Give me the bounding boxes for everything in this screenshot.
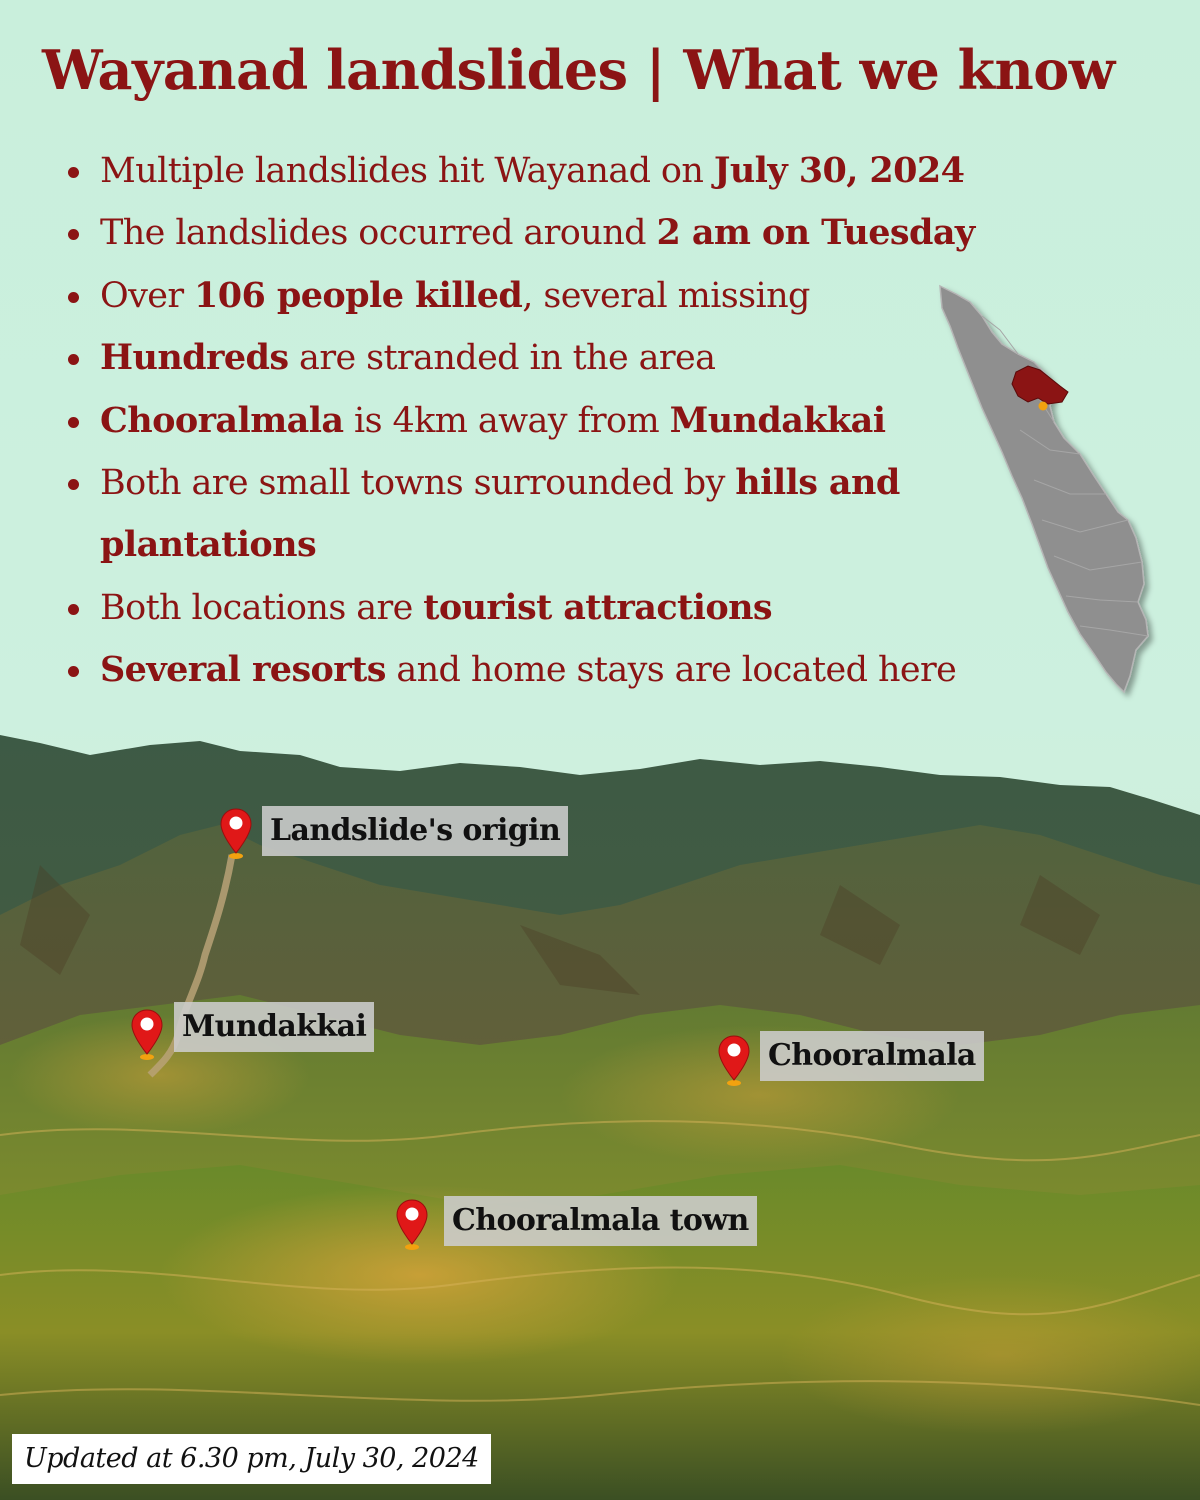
fact-item [62,140,1022,202]
fact-text: , several missing [522,275,810,316]
kerala-map [930,280,1160,710]
fact-highlight: tourist attractions [423,586,773,628]
fact-item [62,577,1022,639]
fact-highlight: July 30, 2024 [713,150,965,191]
fact-highlight: Chooralmala [100,399,344,441]
fact-highlight: Mundakkai [669,399,886,441]
map-pin-icon [395,1198,429,1252]
fact-item [62,327,1022,389]
page-title: Wayanad landslides | What we know [42,38,1115,102]
fact-item [62,639,1022,701]
fact-highlight: Several resorts [100,649,386,691]
fact-item [62,390,1022,452]
map-pin-icon [717,1034,751,1088]
facts-list [62,140,1022,702]
map-pin-icon [130,1008,164,1062]
fact-text: The landslides occurred around [100,213,657,254]
fact-text: and home stays are located here [385,650,957,691]
fact-text: Over [100,275,195,316]
label-chooralmala: Chooralmala [760,1031,984,1081]
fact-highlight: 106 people killed [194,274,523,316]
landscape-photo [0,715,1200,1500]
updated-timestamp: Updated at 6.30 pm, July 30, 2024 [12,1434,491,1484]
fact-item [62,452,982,577]
location-dot [1039,402,1048,411]
fact-text: is 4km away from [343,400,670,441]
fact-item [62,202,1022,264]
map-pin-icon [219,807,253,861]
fact-item [62,265,1022,327]
fact-text: Both are small towns surrounded by [100,463,736,504]
fact-highlight: 2 am on Tuesday [656,212,975,254]
label-chooralmala-town: Chooralmala town [444,1196,757,1246]
fact-text: Multiple landslides hit Wayanad on [100,151,714,191]
label-mundakkai: Mundakkai [174,1002,374,1052]
fact-text: Both locations are [100,587,424,628]
fact-highlight: Hundreds [100,337,289,379]
fact-text: are stranded in the area [288,338,716,379]
fact-highlight: hills and plantations [100,462,900,566]
label-landslide-origin: Landslide's origin [262,806,568,856]
